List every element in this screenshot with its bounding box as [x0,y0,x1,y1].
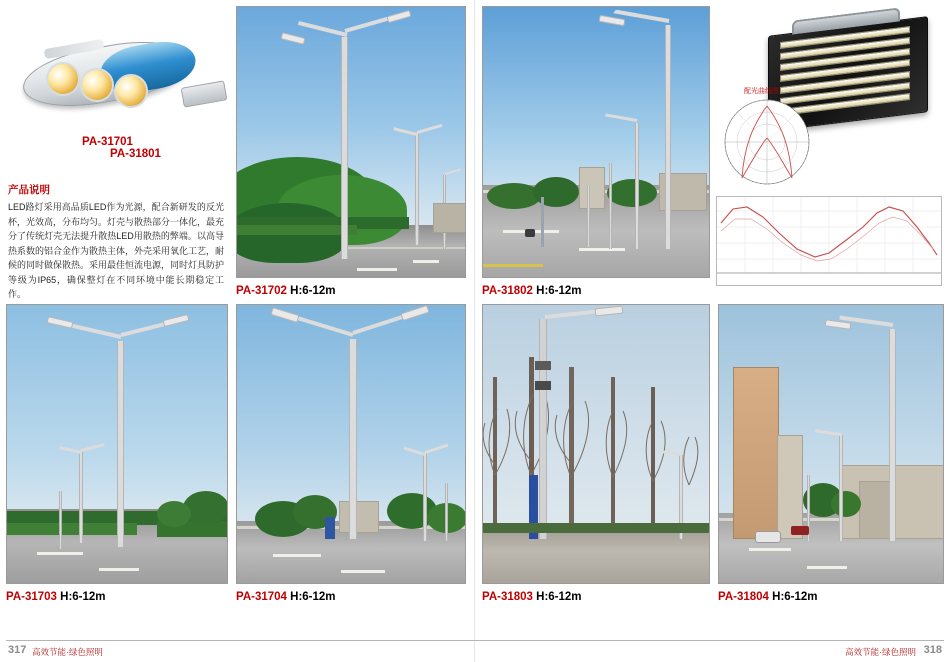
photometric-graph [716,196,942,286]
caption-height: H:6-12m [772,591,818,603]
caption-pa31801: PA-31801 [110,148,161,160]
caption-height: H:6-12m [60,591,106,603]
polar-diagram-title: 配光曲线图 [744,88,779,95]
polar-diagram-svg [712,86,822,198]
caption-height: H:6-12m [536,591,582,603]
photo-pa31802 [482,6,710,278]
polar-diagram [712,86,822,198]
page-number-left: 317 [8,644,27,656]
caption-height: H:6-12m [290,591,336,603]
billboard [325,517,335,539]
caption-code: PA-31802 [482,285,533,297]
photo-pa31703 [6,304,228,584]
caption-code: PA-31803 [482,591,533,603]
product-image-pa31701 [14,18,224,133]
car [791,526,809,535]
footer-text-left: 高效节能·绿色照明 [32,647,103,657]
caption-pa31804 [718,591,818,603]
caption-pa31702 [236,285,336,297]
luminaire-mounting-arm [181,80,228,107]
photo-pa31804 [718,304,944,584]
car [755,531,781,543]
page-gutter [474,0,475,662]
footer-divider [6,640,944,641]
caption-pa31703 [6,591,106,603]
motorcycle [525,229,535,237]
photo-pa31803 [482,304,710,584]
caption-height: H:6-12m [290,285,336,297]
caption-code: PA-31704 [236,591,287,603]
caption-pa31803 [482,591,582,603]
signal-box [535,361,551,370]
caption-height: H:6-12m [536,285,582,297]
photo-pa31702 [236,6,466,278]
signal-box [535,381,551,390]
caption-code: PA-31703 [6,591,57,603]
caption-pa31704 [236,591,336,603]
page-number-right: 318 [923,644,942,656]
highrise-building [733,367,779,539]
footer-text-right: 高效节能·绿色照明 [845,647,916,657]
spec-body-description: LED路灯采用高品质LED作为光源，配合新研发的反光杯，光效高，分布均匀。灯壳与散热部分一体化，最充分了传统灯壳无法提升散热LED用散热的弊端。以高导热系数的铝合金作为散热主体，外壳采用氧化工艺，耐候的同时做保散热。采用最佳恒流电源，同时灯具防护等级为IP65，确保整灯在不同环境中能长期稳定工作。 [8,202,225,300]
bare-branches [483,365,710,535]
caption-pa31701: PA-31701 [82,136,133,148]
photometric-graph-svg [717,197,941,285]
photo-pa31704 [236,304,466,584]
caption-code: PA-31702 [236,285,287,297]
spec-title-description: 产品说明 [8,184,50,196]
page-footer [0,640,950,662]
caption-pa31802 [482,285,582,297]
caption-code: PA-31804 [718,591,769,603]
